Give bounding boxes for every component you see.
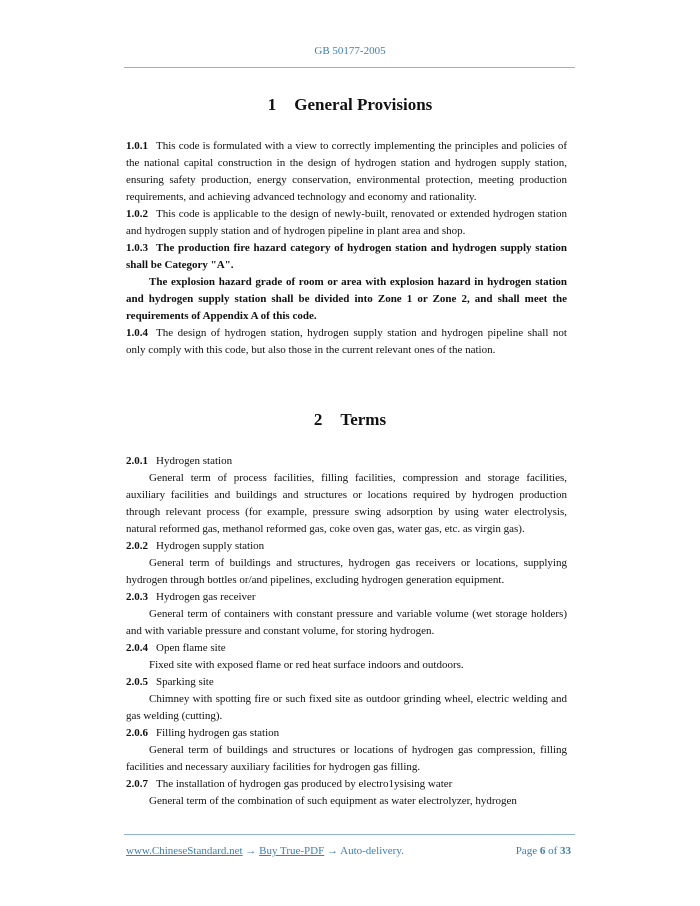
term-2-0-2 (126, 538, 567, 555)
page-of: of (548, 845, 558, 857)
term-definition: General term of containers with constant pressure and variable volume (wet storage holders) and with variable pressure and constant volume, for storing hydrogen. (126, 608, 567, 637)
delivery-text: Auto-delivery. (340, 845, 404, 857)
clause-1-0-4 (126, 325, 567, 359)
term-number: 2.0.7 (126, 778, 148, 790)
term-number: 2.0.3 (126, 591, 148, 603)
page-header: GB 50177-2005 (314, 45, 386, 57)
clause-1-0-2 (126, 206, 567, 240)
section-number: 2 (313, 410, 323, 429)
term-name: Sparking site (156, 676, 214, 688)
clause-text: This code is formulated with a view to correctly implementing the principles and policies of the national capital construction in the design of hydrogen station and hydrogen supply station, ensuring safety production, energy conservation, environmental protection, meeting production requirements, and achieving advanced technology and economy and rationality. (126, 140, 567, 203)
header-divider (124, 67, 575, 68)
clause-1-0-3 (126, 240, 567, 274)
term-number: 2.0.6 (126, 727, 148, 739)
term-2-0-6 (126, 725, 567, 742)
term-definition: General term of buildings and structures or locations of hydrogen gas compression, filling facilities and necessary auxiliary facilities for hydrogen gas filling. (126, 744, 567, 773)
section-2-heading (0, 410, 700, 430)
footer-divider (124, 834, 575, 835)
clause-text: The production fire hazard category of hydrogen station and hydrogen supply station shall be Category "A". (126, 242, 567, 271)
arrow-icon: → (326, 845, 338, 857)
site-link[interactable]: www.ChineseStandard.net (126, 845, 243, 857)
term-2-0-5 (126, 674, 567, 691)
page-total: 33 (560, 845, 571, 857)
term-name: Filling hydrogen gas station (156, 727, 280, 739)
section-1-heading (0, 95, 700, 115)
term-definition: General term of the combination of such equipment as water electrolyzer, hydrogen (149, 795, 517, 807)
term-name: Hydrogen station (156, 455, 233, 467)
clause-text: The design of hydrogen station, hydrogen supply station and hydrogen pipeline shall not only comply with this code, but also those in the current relevant ones of the nation. (126, 327, 567, 356)
clause-1-0-3-extra: The explosion hazard grade of room or area with explosion hazard in hydrogen station and hydrogen supply station shall be divided into Zone 1 or Zone 2, and shall meet the requirements of Appendix A of this code. (126, 276, 567, 322)
term-number: 2.0.1 (126, 455, 148, 467)
clause-number: 1.0.1 (126, 140, 148, 152)
buy-pdf-link[interactable]: Buy True-PDF (259, 845, 325, 857)
section-title: Terms (340, 410, 387, 429)
term-definition: General term of process facilities, filling facilities, compression and storage facilities, auxiliary facilities and buildings and structures or locations required by hydrogen production through relevant process (for example, pressure swing adsorption by using water electrolysis, natural reformed gas, methanol reformed gas, coke oven gas, water gas, etc. as virgin gas). (126, 472, 567, 535)
page-current: 6 (539, 845, 546, 857)
term-definition: General term of buildings and structures, hydrogen gas receivers or locations, supplying hydrogen through bottles or/and pipelines, excluding hydrogen generation equipment. (126, 557, 567, 586)
term-definition: Fixed site with exposed flame or red heat surface indoors and outdoors. (149, 659, 464, 671)
term-2-0-1 (126, 453, 567, 470)
clause-1-0-1 (126, 138, 567, 206)
term-number: 2.0.5 (126, 676, 148, 688)
term-number: 2.0.2 (126, 540, 148, 552)
section-1-body (126, 138, 567, 359)
section-2-body (126, 453, 567, 810)
term-name: Hydrogen supply station (156, 540, 265, 552)
clause-text: This code is applicable to the design of newly-built, renovated or extended hydrogen station and hydrogen supply station and of hydrogen pipeline in plant area and shop. (126, 208, 567, 237)
clause-number: 1.0.3 (126, 242, 148, 254)
term-2-0-7 (126, 776, 567, 793)
term-name: Open flame site (156, 642, 226, 654)
section-number: 1 (267, 95, 277, 114)
arrow-icon: → (245, 845, 257, 857)
clause-number: 1.0.2 (126, 208, 148, 220)
term-definition: Chimney with spotting fire or such fixed site as outdoor grinding wheel, electric welding and gas welding (cutting). (126, 693, 567, 722)
clause-number: 1.0.4 (126, 327, 148, 339)
section-title: General Provisions (294, 95, 433, 114)
term-number: 2.0.4 (126, 642, 148, 654)
term-name: The installation of hydrogen gas produced by electro1ysising water (156, 778, 453, 790)
term-2-0-3 (126, 589, 567, 606)
page-footer (126, 845, 571, 857)
page-label: Page (515, 845, 538, 857)
page-indicator (516, 845, 571, 857)
term-name: Hydrogen gas receiver (156, 591, 256, 603)
term-2-0-4 (126, 640, 567, 657)
